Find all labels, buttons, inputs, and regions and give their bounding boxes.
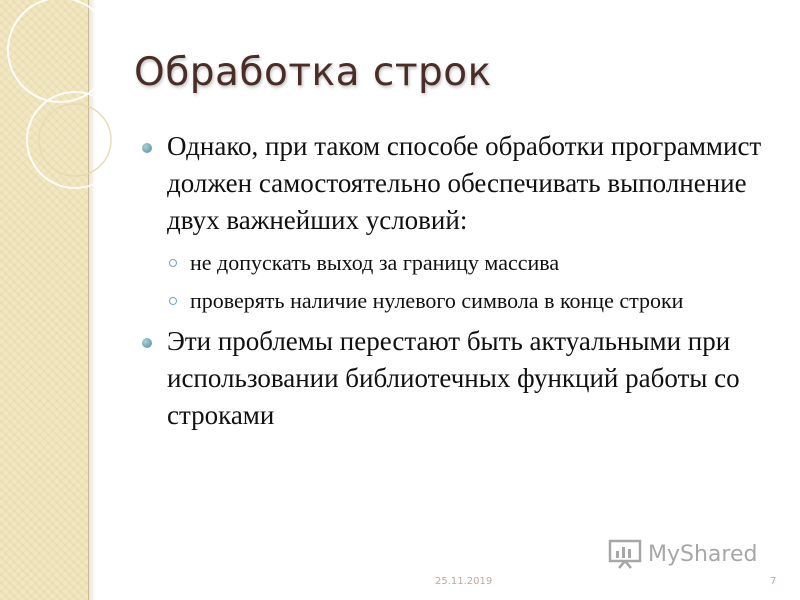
sub-bullet-ring-icon <box>169 259 177 267</box>
bullet-dot-icon <box>142 143 152 153</box>
sub-bullet-text: проверять наличие нулевого символа в конце строки <box>190 288 684 313</box>
footer-date: 25.11.2019 <box>435 576 493 587</box>
slide-title: Обработка строк <box>134 50 492 95</box>
sub-bullet-item <box>142 247 772 279</box>
watermark-text: MyShared <box>648 541 758 567</box>
sub-bullet-item <box>142 285 772 317</box>
bullet-dot-icon <box>142 338 152 348</box>
bullet-item <box>142 128 772 239</box>
watermark <box>608 536 757 572</box>
sub-bullet-text: не допускать выход за границу массива <box>190 250 560 275</box>
bullet-text: Однако, при таком способе обработки программист должен самостоятельно обеспечивать выполнение двух важнейших условий: <box>167 131 762 235</box>
slide-number: 7 <box>770 576 777 587</box>
bullet-text: Эти проблемы перестают быть актуальными при использовании библиотечных функций работы со строками <box>167 326 740 430</box>
sub-bullet-ring-icon <box>169 297 177 305</box>
bullet-item <box>142 323 772 434</box>
presentation-board-icon <box>608 539 642 569</box>
bullet-list <box>142 128 772 442</box>
